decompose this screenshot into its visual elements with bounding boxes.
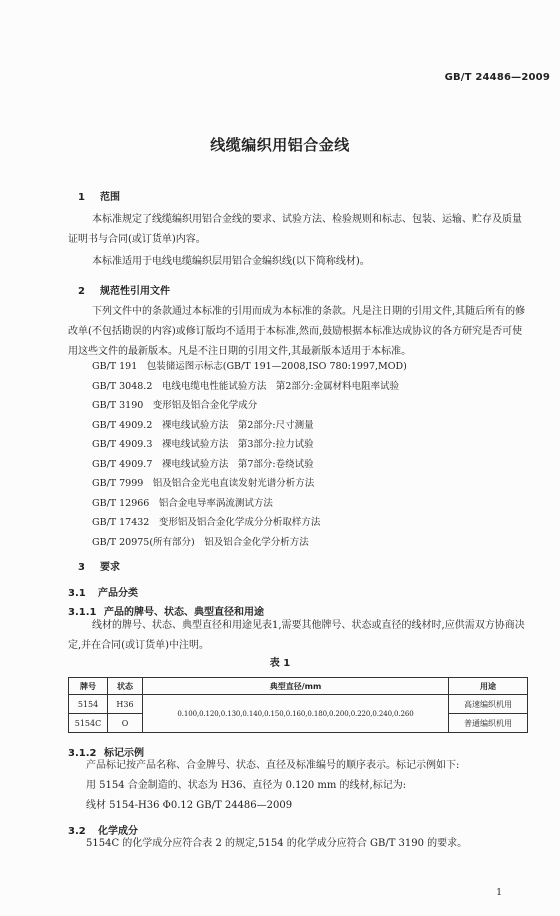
normative-references-list	[92, 357, 407, 552]
reference-item: GB/T 4909.2 裸电线试验方法 第2部分:尺寸测量	[92, 419, 314, 431]
table-1-caption: 表 1	[269, 658, 291, 669]
grade-cell: 5154C	[69, 714, 108, 733]
table-row	[69, 695, 528, 714]
reference-item: GB/T 17432 变形铝及铝合金化学成分分析取样方法	[92, 517, 321, 528]
section-number: 2	[78, 286, 85, 297]
temper-cell: O	[108, 714, 143, 733]
section-2-paragraph-1: 下列文件中的条款通过本标准的引用而成为本标准的条款。凡是注日期的引用文件,其随后所有的修改单(不包括勘误的内容)或修订版均不适用于本标准,然而,鼓励根据本标准达成协议的各方研究是否可使用这些文件的最新版本。凡是不注日期的引用文件,其最新版本适用于本标准。	[68, 306, 526, 357]
section-title: 产品分类	[98, 588, 138, 599]
section-title: 要求	[100, 562, 120, 573]
use-cell: 高速编织机用	[449, 695, 528, 714]
marking-description: 产品标记按产品名称、合金牌号、状态、直径及标准编号的顺序表示。标记示例如下:	[86, 760, 460, 771]
section-number: 1	[78, 192, 85, 203]
section-number: 3.1.2	[68, 748, 97, 759]
marking-example: 线材 5154-H36 Φ0.12 GB/T 24486—2009	[86, 800, 293, 811]
section-1-paragraph-1: 本标准规定了线缆编织用铝合金线的要求、试验方法、检验规则和标志、包装、运输、贮存及质量证明书与合同(或订货单)内容。	[68, 214, 522, 245]
section-title: 标记示例	[104, 748, 144, 759]
reference-item: GB/T 7999 铝及铝合金光电直读发射光谱分析方法	[92, 478, 315, 489]
section-2-heading	[78, 282, 170, 297]
section-1-heading	[78, 188, 120, 203]
page-number: 1	[496, 888, 502, 898]
diameter-cell: 0.100,0.120,0.130,0.140,0.150,0.160,0.180,0.200,0.220,0.240,0.260	[143, 695, 449, 733]
reference-item: GB/T 191 包装储运图示标志(GB/T 191—2008,ISO 780:1997,MOD)	[92, 361, 407, 372]
use-cell: 普通编织机用	[449, 714, 528, 733]
marking-example-intro: 用 5154 合金制造的、状态为 H36、直径为 0.120 mm 的线材,标记为:	[86, 780, 407, 791]
column-header: 用途	[449, 678, 528, 695]
document-title: 线缆编织用铝合金线	[210, 136, 350, 154]
reference-item: GB/T 4909.7 裸电线试验方法 第7部分:卷绕试验	[92, 458, 314, 470]
section-number: 3.2	[68, 826, 86, 837]
section-number: 3	[78, 562, 85, 573]
section-1-paragraph-2: 本标准适用于电线电缆编织层用铝合金编织线(以下简称线材)。	[92, 256, 370, 267]
section-title: 范围	[100, 192, 120, 203]
table-header-row	[69, 678, 528, 695]
section-number: 3.1.1	[68, 607, 97, 618]
grade-cell: 5154	[69, 695, 108, 714]
reference-item: GB/T 12966 铝合金电导率涡流测试方法	[92, 497, 273, 509]
section-3-heading	[78, 558, 120, 573]
temper-cell: H36	[108, 695, 143, 714]
reference-item: GB/T 3190 变形铝及铝合金化学成分	[92, 400, 258, 411]
chemical-composition-paragraph: 5154C 的化学成分应符合表 2 的规定,5154 的化学成分应符合 GB/T 3190 的要求。	[86, 838, 468, 849]
reference-item: GB/T 4909.3 裸电线试验方法 第3部分:拉力试验	[92, 439, 314, 450]
subsection-3-1-1-paragraph: 线材的牌号、状态、典型直径和用途见表1,需要其他牌号、状态或直径的线材时,应供需双方协商决定,并在合同(或订货单)中注明。	[68, 620, 525, 651]
standard-code: GB/T 24486—2009	[444, 72, 550, 83]
column-header: 牌号	[69, 678, 108, 695]
column-header: 典型直径/mm	[143, 678, 449, 695]
section-number: 3.1	[68, 588, 86, 599]
column-header: 状态	[108, 678, 143, 695]
table-1	[68, 677, 528, 733]
section-title: 化学成分	[98, 826, 138, 837]
subsection-3-1-heading	[68, 584, 138, 599]
reference-item: GB/T 20975(所有部分) 铝及铝合金化学分析方法	[92, 536, 309, 548]
section-title: 产品的牌号、状态、典型直径和用途	[104, 607, 264, 618]
section-title: 规范性引用文件	[100, 286, 170, 297]
reference-item: GB/T 3048.2 电线电缆电性能试验方法 第2部分:金属材料电阻率试验	[92, 380, 400, 392]
